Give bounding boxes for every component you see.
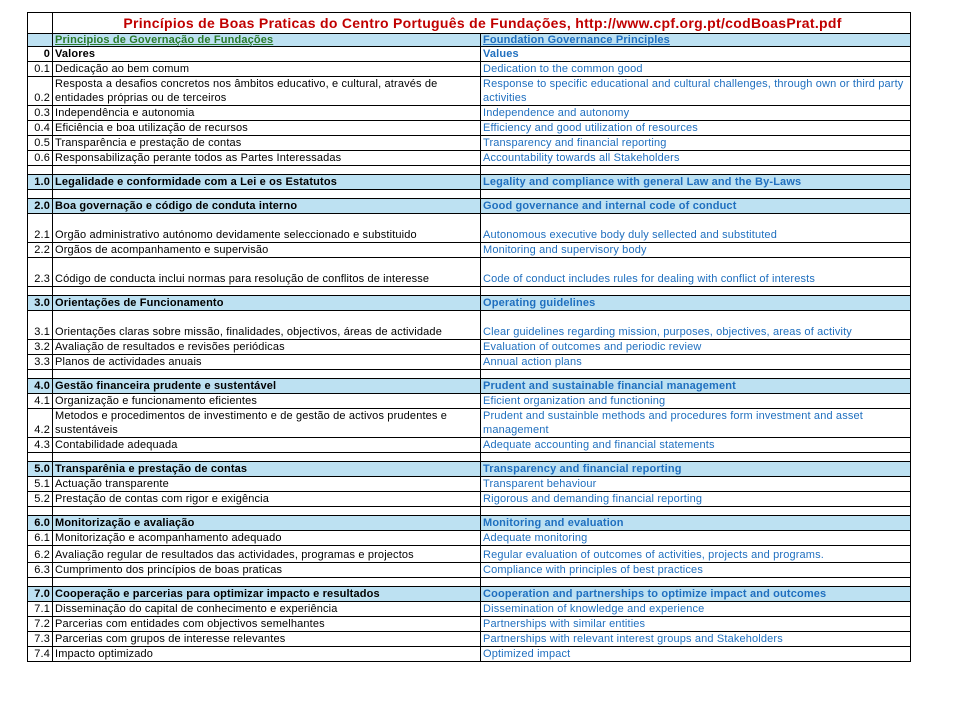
principle-number: 2.1 bbox=[28, 214, 53, 243]
section-row bbox=[28, 379, 911, 394]
principle-number: 4.1 bbox=[28, 394, 53, 409]
english-text: Adequate accounting and financial statements bbox=[481, 438, 911, 453]
english-text: Adequate monitoring bbox=[481, 531, 911, 546]
principle-number: 5.2 bbox=[28, 492, 53, 507]
spacer-cell bbox=[28, 287, 53, 296]
spacer-cell bbox=[481, 370, 911, 379]
portuguese-text: Parcerias com grupos de interesse relevantes bbox=[53, 632, 481, 647]
principle-number: 3.3 bbox=[28, 355, 53, 370]
english-text: Transparency and financial reporting bbox=[481, 136, 911, 151]
portuguese-text: Independência e autonomia bbox=[53, 106, 481, 121]
principle-row bbox=[28, 531, 911, 546]
spacer-row bbox=[28, 287, 911, 296]
principle-number: 0.5 bbox=[28, 136, 53, 151]
english-text: Partnerships with relevant interest groups and Stakeholders bbox=[481, 632, 911, 647]
principle-row bbox=[28, 151, 911, 166]
principle-row bbox=[28, 355, 911, 370]
english-text: Dedication to the common good bbox=[481, 62, 911, 77]
english-text: Dissemination of knowledge and experience bbox=[481, 602, 911, 617]
portuguese-text: Código de conducta inclui normas para resolução de conflitos de interesse bbox=[53, 258, 481, 287]
english-text: Optimized impact bbox=[481, 647, 911, 662]
portuguese-text: Impacto optimizado bbox=[53, 647, 481, 662]
principle-number: 3.1 bbox=[28, 311, 53, 340]
principle-row bbox=[28, 62, 911, 77]
principle-row bbox=[28, 243, 911, 258]
portuguese-text: Dedicação ao bem comum bbox=[53, 62, 481, 77]
principle-row bbox=[28, 546, 911, 563]
principle-number: 6.1 bbox=[28, 531, 53, 546]
english-text: Clear guidelines regarding mission, purposes, objectives, areas of activity bbox=[481, 311, 911, 340]
spacer-cell bbox=[53, 453, 481, 462]
spacer-cell bbox=[28, 453, 53, 462]
spacer-cell bbox=[28, 370, 53, 379]
spacer-cell bbox=[53, 190, 481, 199]
spacer-cell bbox=[53, 370, 481, 379]
principle-row bbox=[28, 563, 911, 578]
principle-number: 7.3 bbox=[28, 632, 53, 647]
principle-row bbox=[28, 492, 911, 507]
english-text: Cooperation and partnerships to optimize impact and outcomes bbox=[481, 587, 911, 602]
english-text: Autonomous executive body duly sellected and substituted bbox=[481, 214, 911, 243]
principle-number: 7.4 bbox=[28, 647, 53, 662]
principle-number: 2.0 bbox=[28, 199, 53, 214]
principle-number: 7.2 bbox=[28, 617, 53, 632]
principle-row bbox=[28, 47, 911, 62]
spacer-cell bbox=[481, 507, 911, 516]
principle-number: 7.1 bbox=[28, 602, 53, 617]
spacer-cell bbox=[481, 453, 911, 462]
header-row bbox=[28, 34, 911, 47]
english-text: Legality and compliance with general Law and the By-Laws bbox=[481, 175, 911, 190]
english-text: Independence and autonomy bbox=[481, 106, 911, 121]
principle-row bbox=[28, 409, 911, 438]
portuguese-text: Monitorização e avaliação bbox=[53, 516, 481, 531]
spacer-cell bbox=[28, 190, 53, 199]
english-text: Values bbox=[481, 47, 911, 62]
principle-number: 2.3 bbox=[28, 258, 53, 287]
portuguese-text: Cooperação e parcerias para optimizar impacto e resultados bbox=[53, 587, 481, 602]
principle-number: 6.2 bbox=[28, 546, 53, 563]
spacer-cell bbox=[28, 578, 53, 587]
portuguese-text: Parcerias com entidades com objectivos semelhantes bbox=[53, 617, 481, 632]
principle-number: 0.2 bbox=[28, 77, 53, 106]
principle-row bbox=[28, 106, 911, 121]
portuguese-text: Transparência e prestação de contas bbox=[53, 136, 481, 151]
principle-number: 0 bbox=[28, 47, 53, 62]
english-text: Monitoring and evaluation bbox=[481, 516, 911, 531]
english-text: Regular evaluation of outcomes of activities, projects and programs. bbox=[481, 546, 911, 563]
english-text: Transparent behaviour bbox=[481, 477, 911, 492]
section-row bbox=[28, 199, 911, 214]
english-text: Rigorous and demanding financial reporting bbox=[481, 492, 911, 507]
portuguese-text: Responsabilização perante todos as Partes Interessadas bbox=[53, 151, 481, 166]
spacer-row bbox=[28, 190, 911, 199]
header-english: Foundation Governance Principles bbox=[481, 34, 911, 47]
spacer-row bbox=[28, 370, 911, 379]
principle-number: 4.2 bbox=[28, 409, 53, 438]
portuguese-text: Resposta a desafios concretos nos âmbitos educativo, e cultural, através de entidades próprias ou de terceiros bbox=[53, 77, 481, 106]
principle-row bbox=[28, 617, 911, 632]
document-title: Princípios de Boas Praticas do Centro Português de Fundações, http://www.cpf.org.pt/codBoasPrat.pdf bbox=[53, 13, 911, 34]
principle-row bbox=[28, 394, 911, 409]
portuguese-text: Orientações de Funcionamento bbox=[53, 296, 481, 311]
principle-number: 0.3 bbox=[28, 106, 53, 121]
english-text: Prudent and sustainble methods and procedures form investment and asset management bbox=[481, 409, 911, 438]
spacer-row bbox=[28, 507, 911, 516]
principle-row bbox=[28, 311, 911, 340]
principle-number: 0.6 bbox=[28, 151, 53, 166]
portuguese-text: Avaliação de resultados e revisões periódicas bbox=[53, 340, 481, 355]
spacer-cell bbox=[53, 578, 481, 587]
principle-row bbox=[28, 258, 911, 287]
spacer-cell bbox=[481, 578, 911, 587]
spacer-cell bbox=[481, 190, 911, 199]
spacer-cell bbox=[28, 507, 53, 516]
principle-number: 4.3 bbox=[28, 438, 53, 453]
english-text: Response to specific educational and cultural challenges, through own or third party activities bbox=[481, 77, 911, 106]
portuguese-text: Cumprimento dos princípios de boas praticas bbox=[53, 563, 481, 578]
portuguese-text: Planos de actividades anuais bbox=[53, 355, 481, 370]
title-row bbox=[28, 13, 911, 34]
portuguese-text: Valores bbox=[53, 47, 481, 62]
english-text: Code of conduct includes rules for dealing with conflict of interests bbox=[481, 258, 911, 287]
english-text: Partnerships with similar entities bbox=[481, 617, 911, 632]
blank-cell bbox=[28, 34, 53, 47]
portuguese-text: Disseminação do capital de conhecimento e experiência bbox=[53, 602, 481, 617]
principle-row bbox=[28, 214, 911, 243]
principle-number: 4.0 bbox=[28, 379, 53, 394]
english-text: Evaluation of outcomes and periodic review bbox=[481, 340, 911, 355]
blank-cell bbox=[28, 13, 53, 34]
english-text: Good governance and internal code of conduct bbox=[481, 199, 911, 214]
principle-number: 3.0 bbox=[28, 296, 53, 311]
principle-row bbox=[28, 438, 911, 453]
section-row bbox=[28, 587, 911, 602]
section-row bbox=[28, 175, 911, 190]
english-text: Efficiency and good utilization of resources bbox=[481, 121, 911, 136]
principle-row bbox=[28, 136, 911, 151]
english-text: Monitoring and supervisory body bbox=[481, 243, 911, 258]
portuguese-text: Prestação de contas com rigor e exigência bbox=[53, 492, 481, 507]
portuguese-text: Metodos e procedimentos de investimento e de gestão de activos prudentes e sustentáveis bbox=[53, 409, 481, 438]
portuguese-text: Avaliação regular de resultados das actividades, programas e projectos bbox=[53, 546, 481, 563]
section-row bbox=[28, 296, 911, 311]
portuguese-text: Transparênia e prestação de contas bbox=[53, 462, 481, 477]
spacer-row bbox=[28, 166, 911, 175]
english-text: Eficient organization and functioning bbox=[481, 394, 911, 409]
portuguese-text: Eficiência e boa utilização de recursos bbox=[53, 121, 481, 136]
spacer-cell bbox=[53, 507, 481, 516]
portuguese-text: Actuação transparente bbox=[53, 477, 481, 492]
portuguese-text: Organização e funcionamento eficientes bbox=[53, 394, 481, 409]
principle-number: 0.1 bbox=[28, 62, 53, 77]
portuguese-text: Monitorização e acompanhamento adequado bbox=[53, 531, 481, 546]
english-text: Transparency and financial reporting bbox=[481, 462, 911, 477]
english-text: Accountability towards all Stakeholders bbox=[481, 151, 911, 166]
header-portuguese: Principios de Governação de Fundações bbox=[53, 34, 481, 47]
principle-row bbox=[28, 632, 911, 647]
portuguese-text: Legalidade e conformidade com a Lei e os Estatutos bbox=[53, 175, 481, 190]
principles-table bbox=[27, 12, 911, 662]
spacer-row bbox=[28, 578, 911, 587]
english-text: Annual action plans bbox=[481, 355, 911, 370]
portuguese-text: Gestão financeira prudente e sustentável bbox=[53, 379, 481, 394]
portuguese-text: Orgãos de acompanhamento e supervisão bbox=[53, 243, 481, 258]
portuguese-text: Orgão administrativo autónomo devidamente seleccionado e substituido bbox=[53, 214, 481, 243]
portuguese-text: Boa governação e código de conduta interno bbox=[53, 199, 481, 214]
portuguese-text: Contabilidade adequada bbox=[53, 438, 481, 453]
principle-number: 0.4 bbox=[28, 121, 53, 136]
english-text: Compliance with principles of best practices bbox=[481, 563, 911, 578]
spacer-cell bbox=[481, 166, 911, 175]
principle-number: 6.0 bbox=[28, 516, 53, 531]
principle-row bbox=[28, 602, 911, 617]
principle-number: 3.2 bbox=[28, 340, 53, 355]
principle-number: 7.0 bbox=[28, 587, 53, 602]
section-row bbox=[28, 516, 911, 531]
spacer-cell bbox=[481, 287, 911, 296]
principle-number: 1.0 bbox=[28, 175, 53, 190]
spacer-cell bbox=[53, 166, 481, 175]
principle-row bbox=[28, 647, 911, 662]
principle-row bbox=[28, 477, 911, 492]
section-row bbox=[28, 462, 911, 477]
spacer-cell bbox=[53, 287, 481, 296]
principle-row bbox=[28, 121, 911, 136]
principle-number: 6.3 bbox=[28, 563, 53, 578]
principle-number: 2.2 bbox=[28, 243, 53, 258]
portuguese-text: Orientações claras sobre missão, finalidades, objectivos, áreas de actividade bbox=[53, 311, 481, 340]
english-text: Operating guidelines bbox=[481, 296, 911, 311]
principle-row bbox=[28, 77, 911, 106]
principle-number: 5.1 bbox=[28, 477, 53, 492]
principle-number: 5.0 bbox=[28, 462, 53, 477]
english-text: Prudent and sustainable financial management bbox=[481, 379, 911, 394]
spacer-row bbox=[28, 453, 911, 462]
principle-row bbox=[28, 340, 911, 355]
spacer-cell bbox=[28, 166, 53, 175]
